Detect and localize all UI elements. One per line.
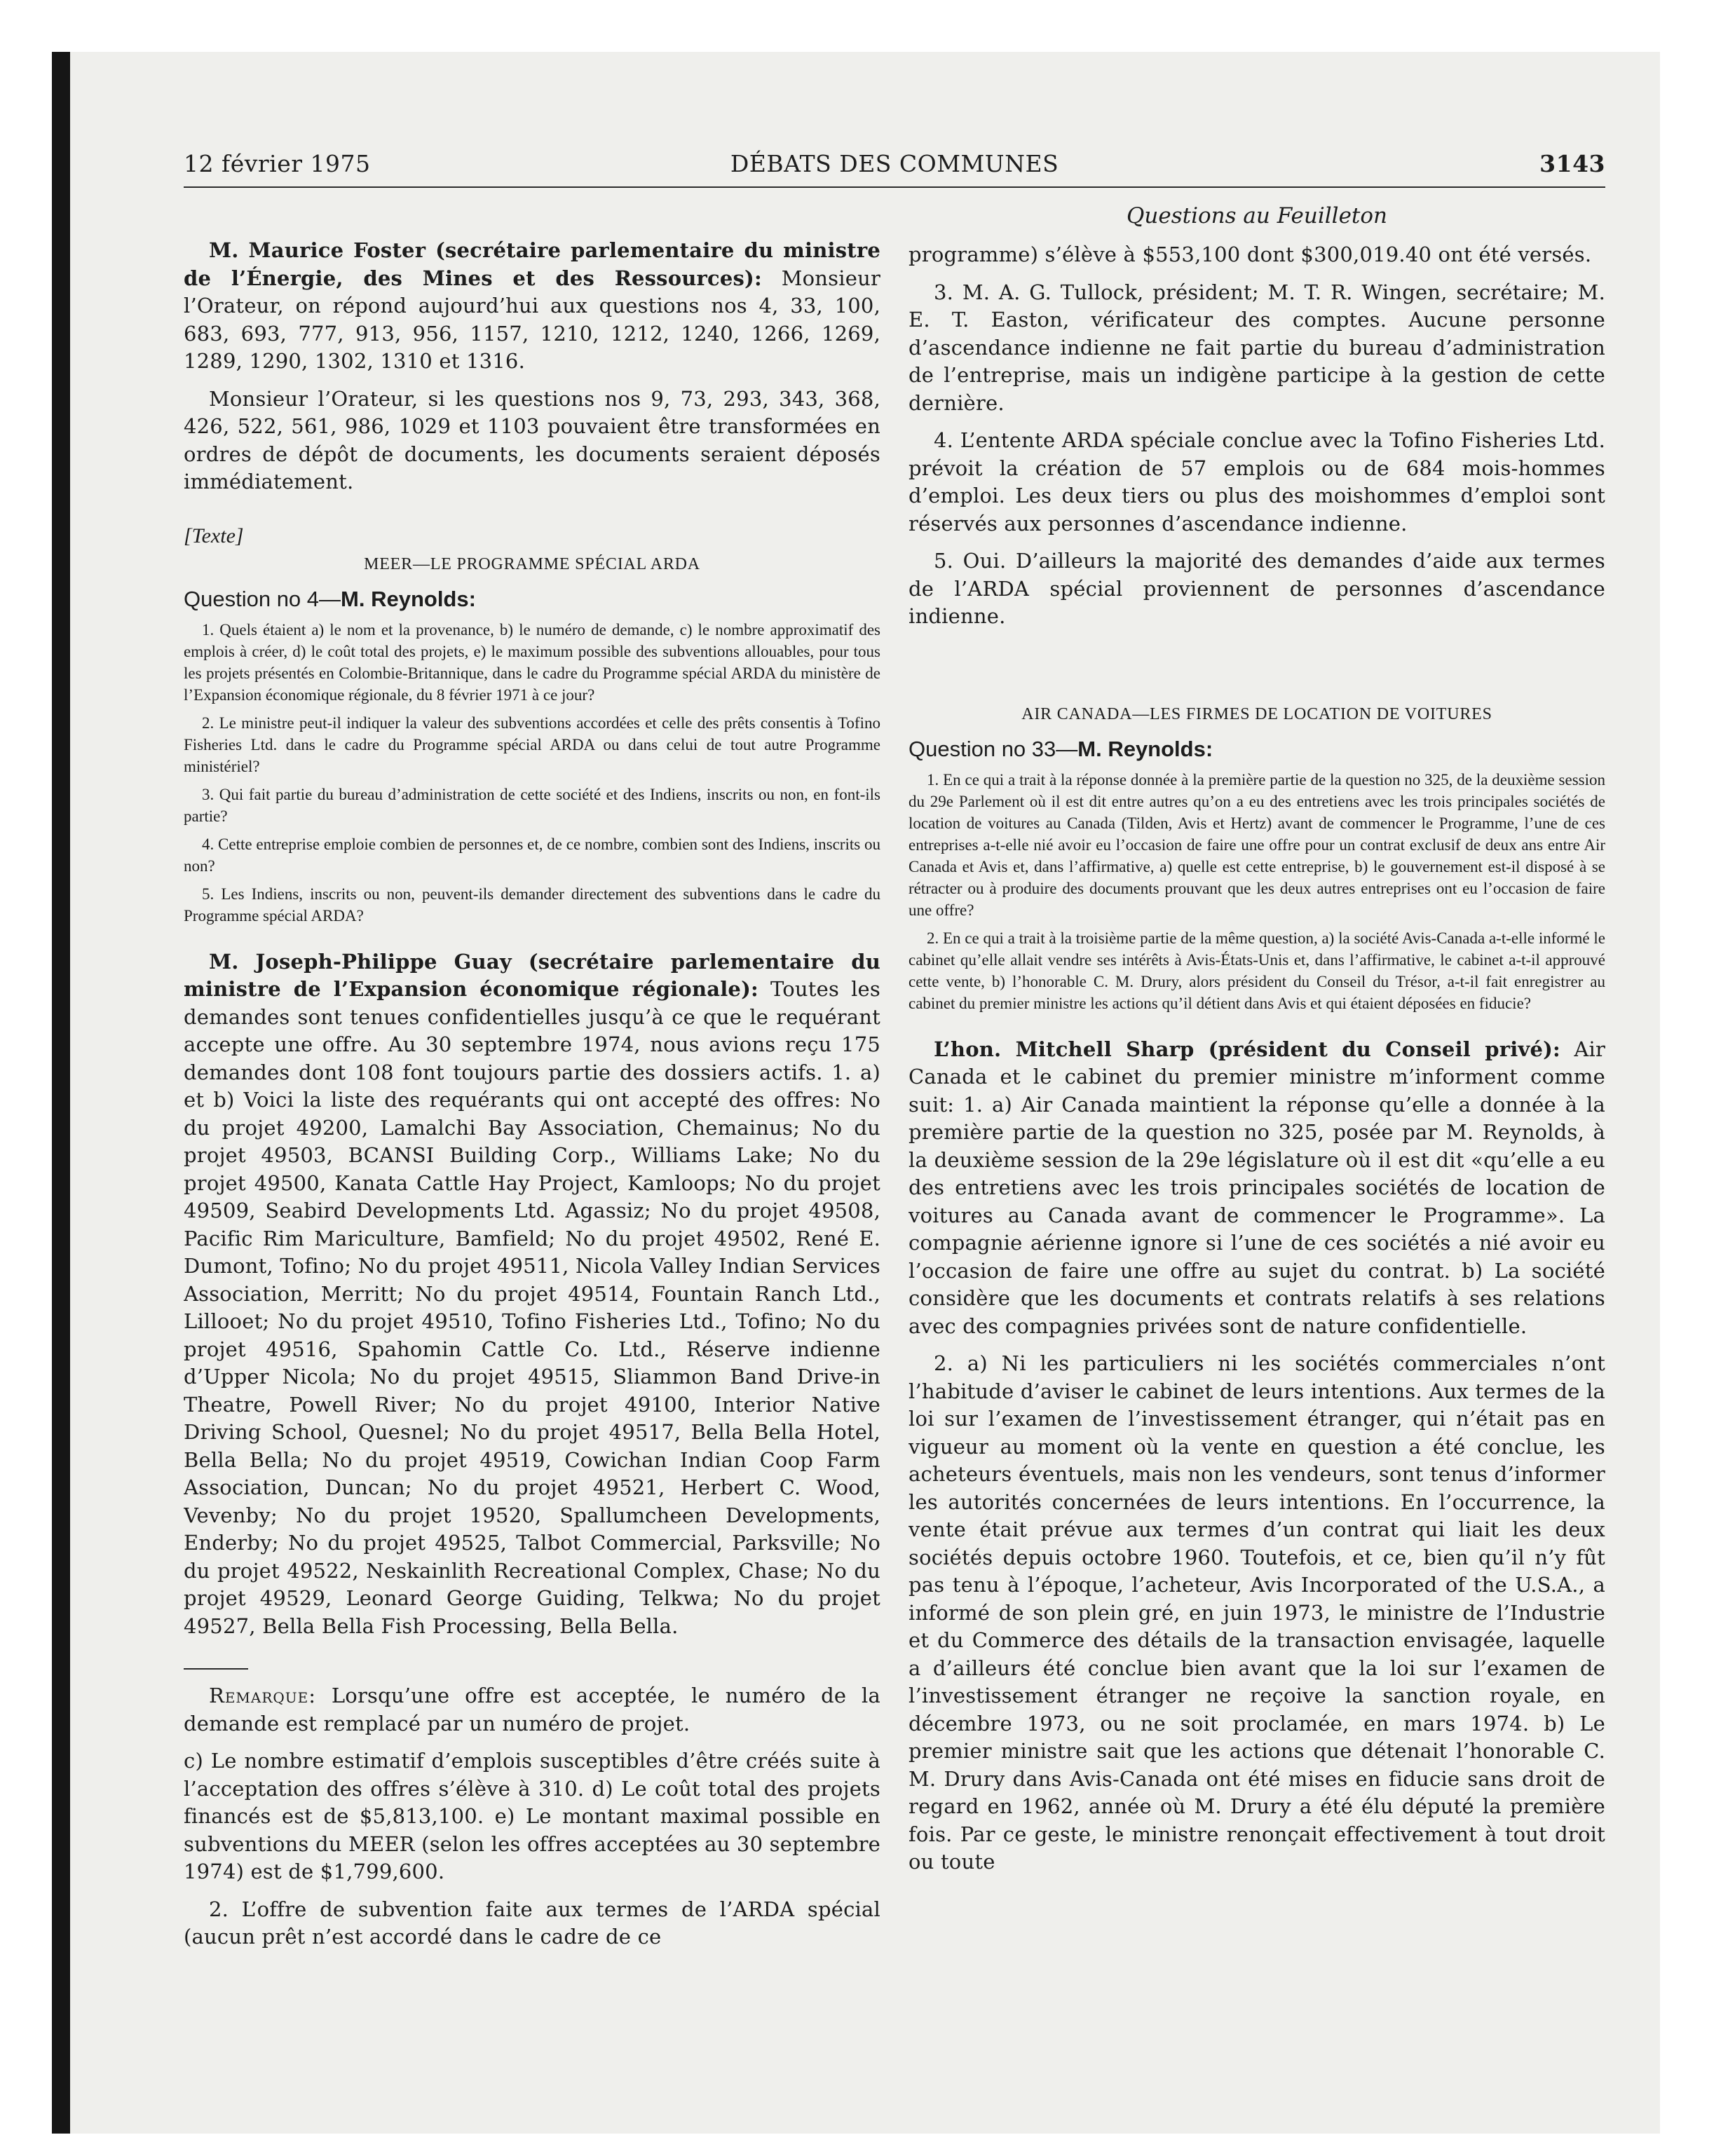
guay-answer [184,948,880,1641]
guay-text: Toutes les demandes sont tenues confidentielles jusqu’à ce que le requérant accepte une offre. Au 30 septembre 1974, nous avions reçu 175 demandes dont 108 font toujours partie des dossiers actifs. 1. a) et b) Voici la liste des requérants qui ont accepté des offres: No du projet 49200, Lamalchi Bay Association, Chemainus; No du projet 49503, BCANSI Building Corp., Williams Lake; No du projet 49500, Kanata Cattle Hay Project, Kamloops; No du projet 49509, Seabird Developments Ltd. Agassiz; No du projet 49508, Pacific Rim Mariculture, Bamfield; No du projet 49502, René E. Dumont, Tofino; No du projet 49511, Nicola Valley Indian Services Association, Merritt; No du projet 49514, Fountain Ranch Ltd., Lillooet; No du projet 49510, Tofino Fisheries Ltd., Tofino; No du projet 49516, Spahomin Cattle Co. Ltd., Réserve indienne d’Upper Nicola; No du projet 49515, Sliammon Band Drive-in Theatre, Powell River; No du projet 49100, Interior Native Driving School, Quesnel; No du projet 49517, Bella Bella Hotel, Bella Bella; No du projet 49519, Cowichan Indian Coop Farm Association, Duncan; No du projet 49521, Herbert C. Wood, Vevenby; No du projet 19520, Spallumcheen Developments, Enderby; No du projet 49525, Talbot Commercial, Parksville; No du projet 49522, Neskainlith Recreational Complex, Chase; No du projet 49529, Leonard George Guiding, Telkwa; No du projet 49527, Bella Bella Fish Processing, Bella Bella. [184,977,880,1638]
left-column [184,237,880,2031]
header-page-number: 3143 [1539,150,1605,177]
question-heading-4 [184,587,880,612]
speaker-sharp: L’hon. Mitchell Sharp (président du Conseil privé): [934,1037,1560,1061]
speaker-guay: M. Joseph-Philippe Guay (secrétaire parlementaire du ministre de l’Expansion économique régionale): [184,949,880,1001]
page-header [184,147,1605,188]
section-title-air-canada: AIR CANADA—LES FIRMES DE LOCATION DE VOITURES [1021,704,1492,723]
sharp-text: Air Canada et le cabinet du premier ministre m’informent comme suit: 1. a) Air Canada maintient la réponse qu’elle a donnée à la première partie de la question no 325, posée par M. Reynolds, à la deuxième session de la 29e législature où il est dit «qu’elle a eu des entretiens avec les trois principales sociétés de location de voitures au Canada avant de commencer le Programme». La compagnie aérienne ignore si l’une de ces sociétés a nié avoir eu l’occasion de faire une offre au sujet du contrat. b) La société considère que les documents et contrats relatifs à ses relations avec des compagnies privées sont de nature confidentielle. [909,1037,1605,1338]
question-label: Question no 33— [909,736,1078,761]
question-heading-33 [909,737,1605,762]
question-item: 2. Le ministre peut-il indiquer la valeur des subventions accordées et celle des prêts consentis à Tofino Fisheries Ltd. dans le cadre du Programme spécial ARDA ou dans celui de tout autre Programme ministériel? [184,714,880,775]
question-item: 2. En ce qui a trait à la troisième partie de la même question, a) la société Avis-Canada a-t-elle informé le cabinet qu’elle allait vendre ses intérêts à Avis-États-Unis et, dans l’affirmative, le cabinet a-t-il approuvé cette vente, b) l’honorable C. M. Drury, alors président du Conseil du Trésor, a-t-il fait enregistrer au cabinet du premier ministre les actions qu’il détient dans Avis et qui étaient déposées en fiducie? [909,929,1605,1012]
header-title: DÉBATS DES COMMUNES [730,150,1059,177]
speaker-foster: M. Maurice Foster (secrétaire parlementaire du ministre de l’Énergie, des Mines et des Ressources): [184,238,880,290]
question-item: 1. Quels étaient a) le nom et la provenance, b) le numéro de demande, c) le nombre approximatif des emplois à créer, d) le coût total des projets, e) le maximum possible des subventions allouables, pour tous les projets présentés en Colombie-Britannique, dans le cadre du Programme spécial ARDA du ministère de l’Expansion économique régionale, du 8 février 1971 à ce jour? [184,620,880,704]
right-column [909,241,1605,2035]
scan-edge-bar [52,52,70,2134]
section-title-meer: MEER—LE PROGRAMME SPÉCIAL ARDA [364,554,700,573]
remarque-label: Remarque: [209,1684,317,1707]
question-item: 5. Les Indiens, inscrits ou non, peuvent-ils demander directement des subventions dans le cadre du Programme spécial ARDA? [184,885,880,925]
texte-tag: [Texte] [184,524,244,547]
foster-answer [184,237,880,376]
answer-item-4: 4. L’entente ARDA spéciale conclue avec la Tofino Fisheries Ltd. prévoit la création de 57 emplois ou de 684 mois-hommes d’emploi. Les deux tiers ou plus des moishommes d’emploi sont réservés aux personnes d’ascendance indienne. [909,428,1605,535]
remarque-text: Lorsqu’une offre est acceptée, le numéro de la demande est remplacé par un numéro de projet. [184,1684,880,1735]
answer-c: c) Le nombre estimatif d’emplois susceptibles d’être créés suite à l’acceptation des offres s’élève à 310. d) Le coût total des projets financés est de $5,813,100. e) Le montant maximal possible en subventions du MEER (selon les offres acceptées au 30 septembre 1974) est de $1,799,600. [184,1749,880,1883]
answer-item-2: 2. L’offre de subvention faite aux termes de l’ARDA spécial (aucun prêt n’est accordé dans le cadre de ce [184,1897,880,1949]
sharp-answer [909,1036,1605,1341]
answer-continuation: programme) s’élève à $553,100 dont $300,019.40 ont été versés. [909,243,1592,266]
foster-text-2: Monsieur l’Orateur, si les questions nos 9, 73, 293, 343, 368, 426, 522, 561, 986, 1029 et 1103 pouvaient être transformées en ordres de dépôt de documents, les documents seraient déposés immédiatement. [184,386,880,493]
footnote-rule [184,1668,248,1670]
question-asker: M. Reynolds: [341,586,476,611]
answer-item-3: 3. M. A. G. Tullock, président; M. T. R. Wingen, secrétaire; M. E. T. Easton, vérificateur des comptes. Aucune personne d’ascendance indienne ne fait partie du bureau d’administration de l’entreprise, mais un indigène participe à la gestion de cette dernière. [909,280,1605,415]
sharp-text-2: 2. a) Ni les particuliers ni les sociétés commerciales n’ont l’habitude d’aviser le cabinet de leurs intentions. Aux termes de la loi sur l’examen de l’investissement étranger, qui n’était pas en vigueur au moment où la vente en question a été conclue, les acheteurs éventuels, mais non les vendeurs, sont tenus d’informer les autorités concernées de leurs intentions. En l’occurrence, la vente était prévue aux termes d’un contrat qui liait les deux sociétés depuis octobre 1960. Toutefois, et ce, bien qu’il n’y fût pas tenu à l’époque, l’acheteur, Avis Incorporated of the U.S.A., a informé de son plein gré, en juin 1973, le ministre de l’Industrie et du Commerce des détails de la transaction envisagée, laquelle a d’ailleurs été conclue bien avant que la loi sur l’examen de l’investissement étranger ne reçoive la sanction royale, en décembre 1973, ou ne soit proclamée, en mars 1974. b) Le premier ministre sait que les actions que détenait l’honorable C. M. Drury dans Avis-Canada ont été mises en fiducie sans droit de regard en 1962, année où M. Drury a été élu député la première fois. Par ce geste, le ministre renonçait effectivement à tout droit ou toute [909,1351,1605,1874]
header-date: 12 février 1975 [184,150,371,177]
question-asker: M. Reynolds: [1077,736,1213,761]
answer-item-5: 5. Oui. D’ailleurs la majorité des demandes d’aide aux termes de l’ARDA spécial proviennent de personnes d’ascendance indienne. [909,549,1605,628]
question-item: 3. Qui fait partie du bureau d’administration de cette société et des Indiens, inscrits ou non, en font-ils partie? [184,785,880,825]
question-label: Question no 4— [184,586,341,611]
foster-text-1: Monsieur l’Orateur, on répond aujourd’hui aux questions nos 4, 33, 100, 683, 693, 777, 913, 956, 1157, 1210, 1212, 1240, 1266, 1269, 1289, 1290, 1302, 1310 et 1316. [184,266,880,373]
question-item: 1. En ce qui a trait à la réponse donnée à la première partie de la question no 325, de la deuxième session du 29e Parlement où il est dit entre autres qu’on a eu des entretiens avec les trois principales sociétés de location de voitures au Canada (Tilden, Avis et Hertz) avant de commencer le Programme, l’une de ces entreprises a-t-elle nié avoir eu l’occasion de faire une offre pour un contrat exclusif de deux ans entre Air Canada et Avis et, dans l’affirmative, a) quelle est cette entreprise, b) le gouvernement est-il disposé à se rétracter ou à produire des documents prouvant que les deux autres entreprises ont eu l’occasion de faire une offre? [909,770,1605,919]
running-head: Questions au Feuilleton [1127,203,1387,228]
question-item: 4. Cette entreprise emploie combien de personnes et, de ce nombre, combien sont des Indiens, inscrits ou non? [184,835,880,875]
remarque-note [184,1682,880,1738]
